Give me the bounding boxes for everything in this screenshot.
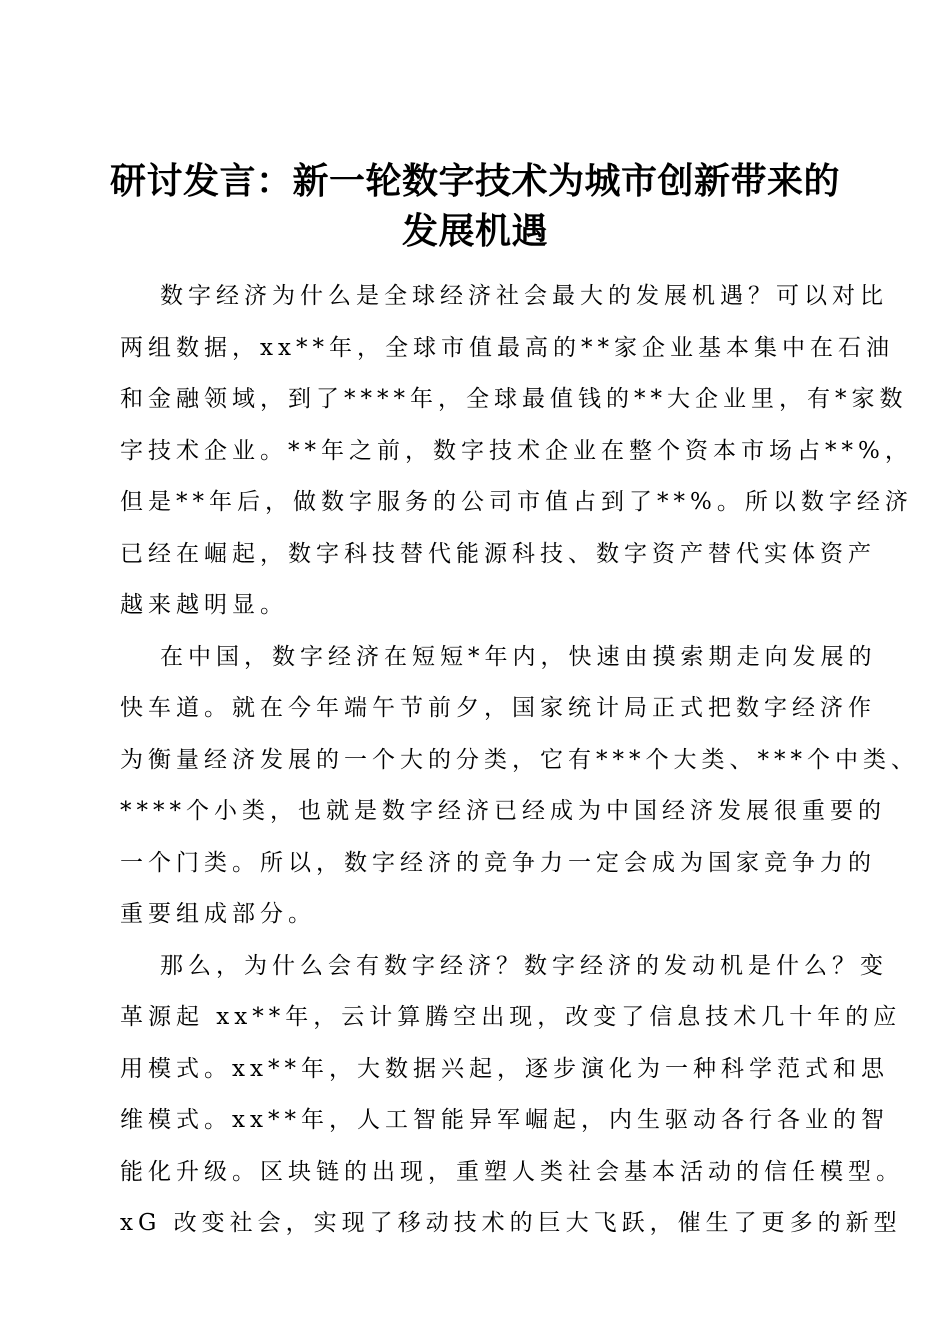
text-line: 一个门类。所以，数字经济的竞争力一定会成为国家竞争力的 [120, 849, 876, 876]
text-line: 在中国，数字经济在短短*年内，快速由摸索期走向发展的 [160, 643, 877, 670]
paragraph-3 [120, 941, 904, 1250]
text-line: 快车道。就在今年端午节前夕，国家统计局正式把数字经济作 [120, 695, 876, 721]
text-line: 已经在崛起，数字科技替代能源科技、数字资产替代实体资产 [120, 540, 876, 567]
text-line: 用模式。xx**年，大数据兴起，逐步演化为一种科学范式和思 [120, 1055, 889, 1082]
paragraph-1 [120, 271, 913, 632]
text-line: xG 改变社会，实现了移动技术的巨大飞跃，催生了更多的新型 [120, 1210, 902, 1236]
text-line: 越来越明显。 [120, 592, 288, 618]
title-line: 研讨发言：新一轮数字技术为城市创新带来的 [109, 160, 840, 203]
text-line: 为衡量经济发展的一个大的分类，它有***个大类、***个中类、 [120, 746, 919, 773]
paragraph-2 [120, 632, 919, 941]
text-line: 两组数据，xx**年，全球市值最高的**家企业基本集中在石油 [120, 334, 894, 361]
text-line: 字技术企业。**年之前，数字技术企业在整个资本市场占**%， [120, 437, 913, 464]
document-body [120, 271, 919, 1250]
text-line: 革源起 xx**年，云计算腾空出现，改变了信息技术几十年的应 [120, 1004, 902, 1030]
text-line: 重要组成部分。 [120, 901, 316, 927]
text-line: 那么，为什么会有数字经济？数字经济的发动机是什么？变 [160, 952, 888, 979]
title-line: 发展机遇 [401, 210, 548, 253]
text-line: 但是**年后，做数字服务的公司市值占到了**%。所以数字经济 [120, 489, 913, 515]
document-title [100, 156, 850, 256]
text-line: 和金融领域，到了****年，全球最值钱的**大企业里，有*家数 [120, 386, 908, 412]
text-line: 维模式。xx**年，人工智能异军崛起，内生驱动各行各业的智 [120, 1107, 889, 1133]
text-line: 数字经济为什么是全球经济社会最大的发展机遇？可以对比 [160, 283, 888, 309]
text-line: 能化升级。区块链的出现，重塑人类社会基本活动的信任模型。 [120, 1158, 904, 1185]
text-line: ****个小类，也就是数字经济已经成为中国经济发展很重要的 [120, 798, 886, 824]
